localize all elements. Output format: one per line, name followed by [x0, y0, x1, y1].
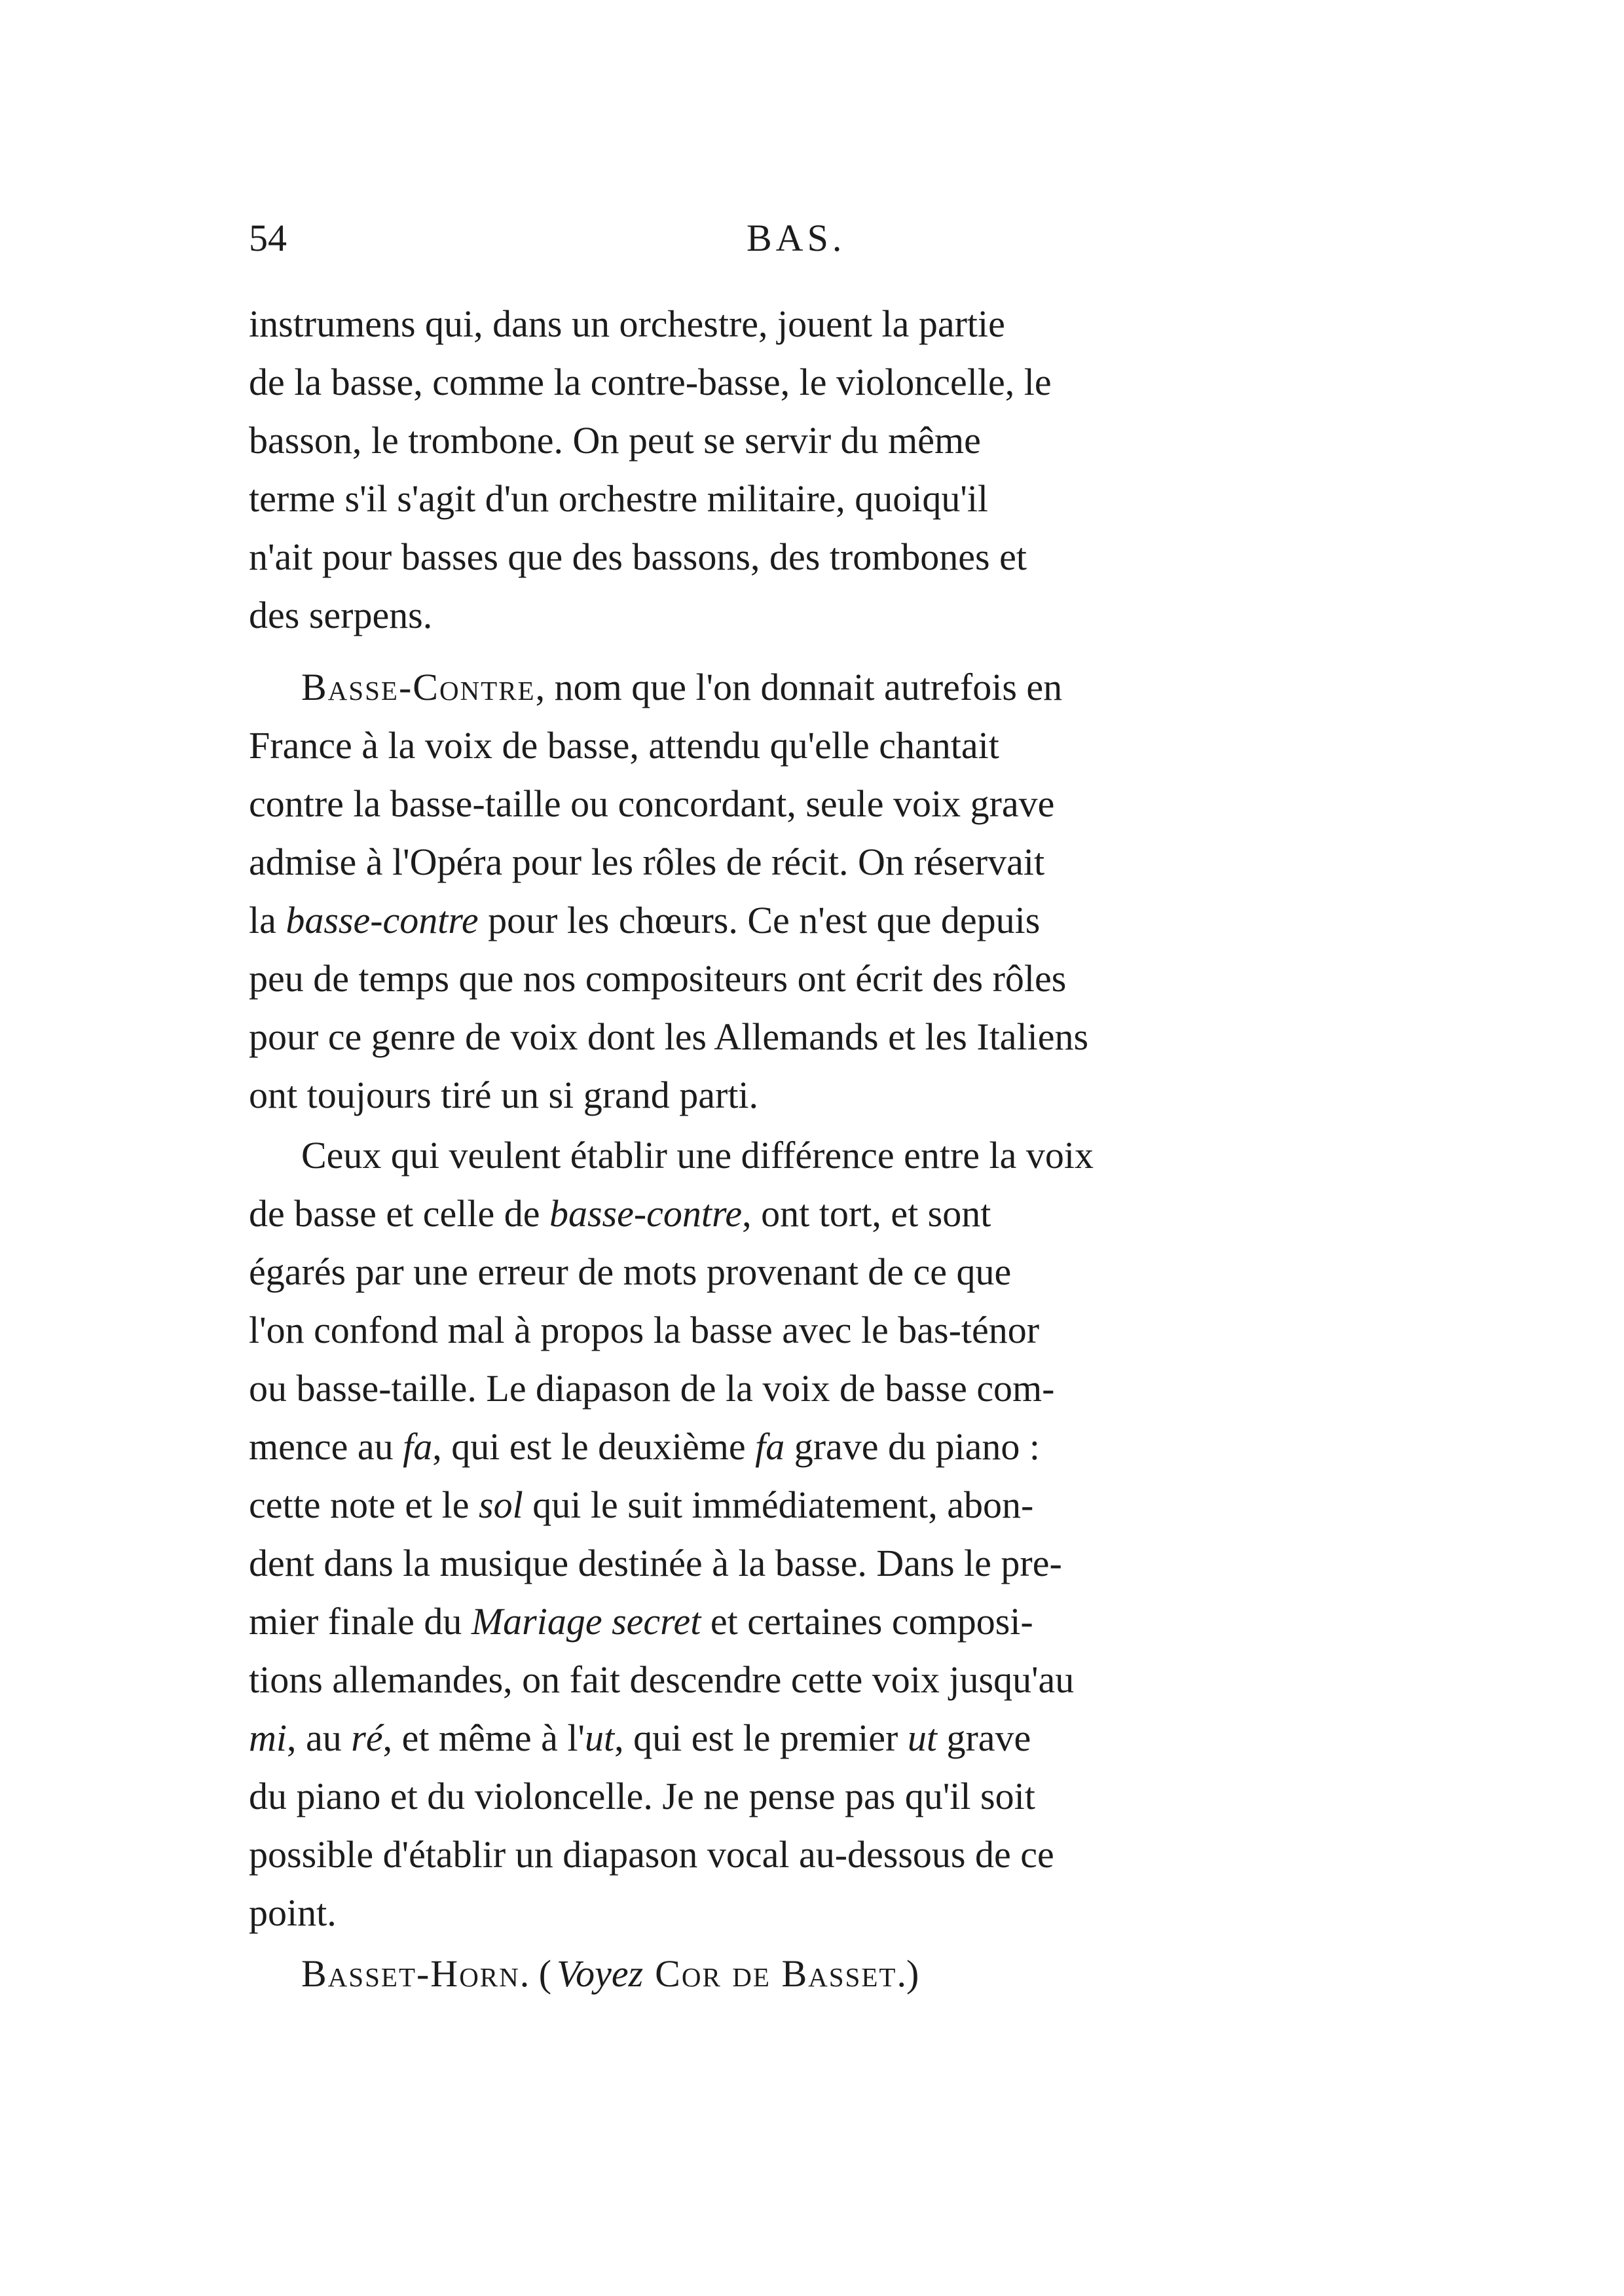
- text-line: basson, le trombone. On peut se servir du même: [249, 419, 981, 462]
- text-line: point.: [249, 1891, 337, 1934]
- text-line: mier finale du Mariage secret et certaines composi-: [249, 1600, 1033, 1643]
- text-line: terme s'il s'agit d'un orchestre militaire, quoiqu'il: [249, 477, 989, 520]
- text-line: de basse et celle de basse-contre, ont tort, et sont: [249, 1192, 991, 1235]
- text-line: du piano et du violoncelle. Je ne pense pas qu'il soit: [249, 1775, 1035, 1817]
- text-line: Basset-Horn . ( Voyez Cor de Basset .): [249, 1944, 1395, 2003]
- entry-basset-horn: [249, 1944, 1395, 2003]
- text-line: Ceux qui veulent établir une différence entre la voix: [301, 1134, 1094, 1176]
- entry-headword: Basse-Contre: [301, 666, 536, 708]
- text-line: tions allemandes, on fait descendre cette voix jusqu'au: [249, 1658, 1075, 1701]
- text-line: possible d'établir un diapason vocal au-dessous de ce: [249, 1833, 1054, 1876]
- text-line: de la basse, comme la contre-basse, le violoncelle, le: [249, 361, 1052, 403]
- text-line: admise à l'Opéra pour les rôles de récit. On réservait: [249, 841, 1045, 883]
- text-line: contre la basse-taille ou concordant, seule voix grave: [249, 782, 1055, 825]
- paragraph-ceux-qui: [249, 1126, 1395, 1942]
- text-line: mence au fa, qui est le deuxième fa grave du piano :: [249, 1425, 1040, 1468]
- text-line: ou basse-taille. Le diapason de la voix de basse com-: [249, 1367, 1055, 1410]
- running-head: BAS.: [747, 217, 846, 259]
- paragraph-instrumens: [249, 295, 1395, 644]
- text-line: mi, au ré, et même à l'ut, qui est le premier ut grave: [249, 1717, 1031, 1759]
- entry-headword: Basset-Horn: [301, 1952, 520, 1995]
- text-line: la basse-contre pour les chœurs. Ce n'est que depuis: [249, 899, 1041, 941]
- text-line: n'ait pour basses que des bassons, des trombones et: [249, 536, 1027, 578]
- cross-reference: Cor de Basset: [655, 1952, 897, 1995]
- text-line: dent dans la musique destinée à la basse. Dans le pre-: [249, 1542, 1062, 1584]
- text-line: cette note et le sol qui le suit immédiatement, abon-: [249, 1484, 1034, 1526]
- text-line: égarés par une erreur de mots provenant de ce que: [249, 1250, 1012, 1293]
- text-line: Basse-Contre, nom que l'on donnait autrefois en: [301, 666, 1063, 708]
- text-line: l'on confond mal à propos la basse avec le bas-ténor: [249, 1309, 1040, 1351]
- entry-basse-contre: [249, 658, 1395, 1124]
- text-line: France à la voix de basse, attendu qu'elle chantait: [249, 724, 999, 767]
- page-header: [249, 216, 1395, 275]
- page-number: 54: [249, 217, 287, 259]
- text-line: instrumens qui, dans un orchestre, jouent la partie: [249, 302, 1005, 345]
- text-line: des serpens.: [249, 594, 433, 636]
- text-line: pour ce genre de voix dont les Allemands et les Italiens: [249, 1015, 1089, 1058]
- text-line: ont toujours tiré un si grand parti.: [249, 1074, 759, 1116]
- text-line: peu de temps que nos compositeurs ont écrit des rôles: [249, 957, 1067, 1000]
